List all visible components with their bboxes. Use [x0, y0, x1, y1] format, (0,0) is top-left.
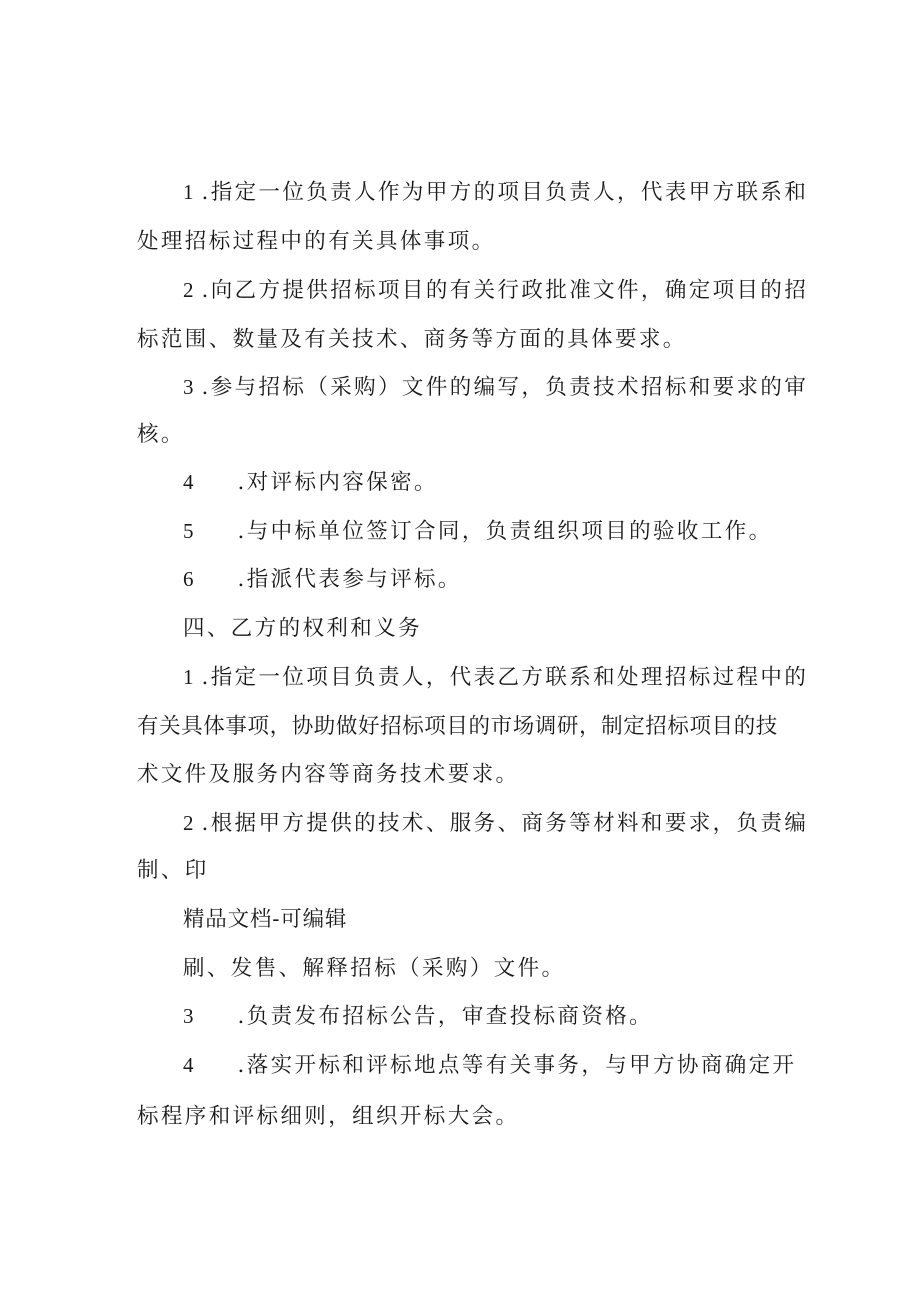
- item-text: 标程序和评标细则，组织开标大会。: [137, 1104, 520, 1129]
- watermark-line: [183, 909, 347, 931]
- paragraph-line: [183, 667, 808, 689]
- paragraph-line: [137, 329, 687, 351]
- item-number: 6: [183, 567, 194, 591]
- paragraph-line: [183, 377, 808, 399]
- paragraph-line: [183, 472, 438, 494]
- paragraph-line: [183, 813, 808, 835]
- item-text: .指派代表参与评标。: [237, 567, 462, 592]
- item-text: 核。: [137, 422, 185, 447]
- item-text: .指定一位项目负责人，代表乙方联系和处理招标过程中的: [201, 665, 809, 690]
- paragraph-line: [137, 716, 778, 738]
- item-number: 3: [183, 1004, 194, 1028]
- section-heading: [183, 618, 422, 640]
- item-number: 4: [183, 470, 194, 494]
- item-number: 1: [183, 180, 194, 204]
- item-text: .落实开标和评标地点等有关事务，与甲方协商确定开: [237, 1053, 797, 1078]
- item-text: 处理招标过程中的有关具体事项。: [137, 229, 496, 254]
- item-number: 3: [183, 375, 194, 399]
- item-number: 2: [183, 278, 194, 302]
- item-text: .对评标内容保密。: [237, 470, 438, 495]
- paragraph-line: [183, 280, 808, 302]
- item-number: 5: [183, 519, 194, 543]
- item-number: 2: [183, 811, 194, 835]
- item-text: 术文件及服务内容等商务技术要求。: [137, 762, 520, 787]
- item-text: 标范围、数量及有关技术、商务等方面的具体要求。: [137, 327, 687, 352]
- paragraph-line: [183, 958, 565, 980]
- paragraph-line: [183, 1055, 796, 1077]
- item-text: 有关具体事项，协助做好招标项目的市场调研，制定招标项目的技: [137, 714, 778, 739]
- watermark-text: 精品文档-可编辑: [183, 907, 348, 932]
- item-text: .根据甲方提供的技术、服务、商务等材料和要求，负责编: [201, 811, 809, 836]
- paragraph-line: [137, 1106, 519, 1128]
- paragraph-line: [183, 1006, 653, 1028]
- paragraph-line: [183, 182, 808, 204]
- item-text: 制、印: [137, 858, 209, 883]
- paragraph-line: [183, 569, 462, 591]
- item-text: 刷、发售、解释招标（采购）文件。: [183, 956, 566, 981]
- item-text: .指定一位负责人作为甲方的项目负责人，代表甲方联系和: [201, 180, 809, 205]
- item-text: .参与招标（采购）文件的编写，负责技术招标和要求的审: [201, 375, 809, 400]
- item-number: 4: [183, 1053, 194, 1077]
- item-text: .与中标单位签订合同，负责组织项目的验收工作。: [237, 519, 773, 544]
- paragraph-line: [137, 231, 496, 253]
- paragraph-line: [137, 424, 185, 446]
- paragraph-line: [183, 521, 773, 543]
- section-heading-text: 四、乙方的权利和义务: [183, 616, 423, 641]
- paragraph-line: [137, 860, 209, 882]
- item-text: .向乙方提供招标项目的有关行政批准文件，确定项目的招: [201, 278, 809, 303]
- item-number: 1: [183, 665, 194, 689]
- item-text: .负责发布招标公告，审查投标商资格。: [237, 1004, 654, 1029]
- paragraph-line: [137, 764, 519, 786]
